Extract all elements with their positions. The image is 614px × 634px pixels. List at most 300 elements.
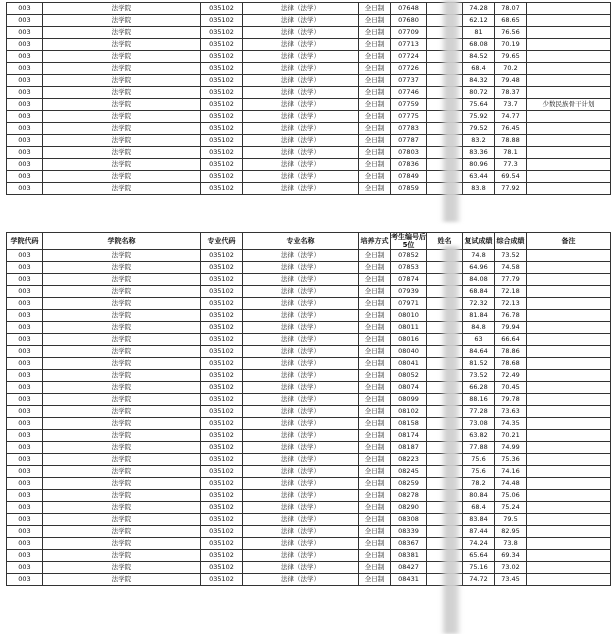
- cell-retest-score: 74.8: [463, 250, 495, 262]
- cell-major-name: 法律（法学）: [243, 111, 359, 123]
- cell-college-name: 法学院: [43, 39, 201, 51]
- cell-study-mode: 全日制: [359, 135, 391, 147]
- cell-total-score: 74.77: [495, 111, 527, 123]
- cell-remark: [527, 135, 611, 147]
- cell-total-score: 76.45: [495, 123, 527, 135]
- cell-remark: [527, 183, 611, 195]
- cell-remark: [527, 250, 611, 262]
- cell-remark: [527, 430, 611, 442]
- table-row: [7, 171, 611, 183]
- cell-major-name: 法律（法学）: [243, 75, 359, 87]
- cell-college-name: 法学院: [43, 430, 201, 442]
- cell-college-name: 法学院: [43, 550, 201, 562]
- cell-college-code: 003: [7, 406, 43, 418]
- cell-college-name: 法学院: [43, 478, 201, 490]
- cell-retest-score: 64.96: [463, 262, 495, 274]
- table-row: [7, 466, 611, 478]
- cell-college-code: 003: [7, 3, 43, 15]
- cell-college-name: 法学院: [43, 526, 201, 538]
- cell-total-score: 70.2: [495, 63, 527, 75]
- cell-college-name: 法学院: [43, 394, 201, 406]
- cell-major-code: 035102: [201, 298, 243, 310]
- cell-candidate-id: 07709: [391, 27, 427, 39]
- cell-retest-score: 87.44: [463, 526, 495, 538]
- cell-major-code: 035102: [201, 322, 243, 334]
- table-row: [7, 274, 611, 286]
- header-college-code: 学院代码: [7, 233, 43, 250]
- cell-total-score: 73.7: [495, 99, 527, 111]
- cell-retest-score: 83.36: [463, 147, 495, 159]
- cell-study-mode: 全日制: [359, 87, 391, 99]
- cell-total-score: 73.02: [495, 562, 527, 574]
- table-body-top: [7, 3, 611, 195]
- table-row: [7, 334, 611, 346]
- header-retest-score: 复试成绩: [463, 233, 495, 250]
- cell-major-name: 法律（法学）: [243, 27, 359, 39]
- cell-college-code: 003: [7, 394, 43, 406]
- cell-major-code: 035102: [201, 394, 243, 406]
- cell-major-code: 035102: [201, 3, 243, 15]
- cell-retest-score: 77.88: [463, 442, 495, 454]
- cell-retest-score: 74.72: [463, 574, 495, 586]
- cell-college-name: 法学院: [43, 135, 201, 147]
- cell-retest-score: 84.08: [463, 274, 495, 286]
- cell-major-code: 035102: [201, 358, 243, 370]
- table-row: [7, 123, 611, 135]
- header-study-mode: 培养方式: [359, 233, 391, 250]
- cell-college-name: 法学院: [43, 123, 201, 135]
- cell-candidate-id: 08011: [391, 322, 427, 334]
- cell-total-score: 73.45: [495, 574, 527, 586]
- cell-major-name: 法律（法学）: [243, 322, 359, 334]
- cell-college-code: 003: [7, 514, 43, 526]
- cell-study-mode: 全日制: [359, 346, 391, 358]
- cell-candidate-id: 08016: [391, 334, 427, 346]
- cell-remark: [527, 358, 611, 370]
- cell-major-name: 法律（法学）: [243, 382, 359, 394]
- cell-candidate-id: 07746: [391, 87, 427, 99]
- cell-retest-score: 84.52: [463, 51, 495, 63]
- cell-major-code: 035102: [201, 159, 243, 171]
- cell-total-score: 74.48: [495, 478, 527, 490]
- cell-remark: [527, 15, 611, 27]
- cell-college-name: 法学院: [43, 562, 201, 574]
- cell-major-name: 法律（法学）: [243, 358, 359, 370]
- table-row: [7, 183, 611, 195]
- cell-candidate-id: 08278: [391, 490, 427, 502]
- cell-candidate-id: 08245: [391, 466, 427, 478]
- cell-retest-score: 73.52: [463, 370, 495, 382]
- cell-study-mode: 全日制: [359, 430, 391, 442]
- cell-remark: [527, 310, 611, 322]
- cell-study-mode: 全日制: [359, 3, 391, 15]
- cell-remark: [527, 87, 611, 99]
- cell-remark: [527, 382, 611, 394]
- cell-study-mode: 全日制: [359, 478, 391, 490]
- cell-major-name: 法律（法学）: [243, 63, 359, 75]
- cell-total-score: 75.36: [495, 454, 527, 466]
- cell-college-name: 法学院: [43, 262, 201, 274]
- cell-study-mode: 全日制: [359, 298, 391, 310]
- cell-study-mode: 全日制: [359, 394, 391, 406]
- cell-college-name: 法学院: [43, 418, 201, 430]
- admission-table-bottom: [6, 232, 611, 586]
- cell-college-name: 法学院: [43, 370, 201, 382]
- cell-study-mode: 全日制: [359, 382, 391, 394]
- header-total-score: 综合成绩: [495, 233, 527, 250]
- cell-college-code: 003: [7, 574, 43, 586]
- cell-remark: [527, 111, 611, 123]
- cell-total-score: 74.35: [495, 418, 527, 430]
- cell-total-score: 77.92: [495, 183, 527, 195]
- cell-total-score: 72.18: [495, 286, 527, 298]
- table-row: [7, 262, 611, 274]
- cell-major-code: 035102: [201, 562, 243, 574]
- header-name: 姓名: [427, 233, 463, 250]
- cell-remark: [527, 394, 611, 406]
- cell-study-mode: 全日制: [359, 15, 391, 27]
- cell-college-code: 003: [7, 346, 43, 358]
- cell-college-code: 003: [7, 286, 43, 298]
- cell-candidate-id: 07939: [391, 286, 427, 298]
- cell-study-mode: 全日制: [359, 358, 391, 370]
- cell-retest-score: 68.08: [463, 39, 495, 51]
- table-row: [7, 502, 611, 514]
- cell-college-name: 法学院: [43, 51, 201, 63]
- cell-college-name: 法学院: [43, 274, 201, 286]
- cell-major-name: 法律（法学）: [243, 550, 359, 562]
- cell-college-code: 003: [7, 39, 43, 51]
- cell-college-name: 法学院: [43, 454, 201, 466]
- cell-college-code: 003: [7, 27, 43, 39]
- cell-college-name: 法学院: [43, 502, 201, 514]
- cell-total-score: 69.54: [495, 171, 527, 183]
- cell-major-name: 法律（法学）: [243, 171, 359, 183]
- cell-remark: [527, 346, 611, 358]
- cell-college-code: 003: [7, 442, 43, 454]
- cell-major-code: 035102: [201, 135, 243, 147]
- cell-major-code: 035102: [201, 39, 243, 51]
- cell-remark: [527, 574, 611, 586]
- cell-college-name: 法学院: [43, 63, 201, 75]
- cell-candidate-id: 08427: [391, 562, 427, 574]
- cell-retest-score: 83.84: [463, 514, 495, 526]
- cell-retest-score: 62.12: [463, 15, 495, 27]
- cell-major-name: 法律（法学）: [243, 147, 359, 159]
- cell-total-score: 70.21: [495, 430, 527, 442]
- cell-study-mode: 全日制: [359, 147, 391, 159]
- cell-college-code: 003: [7, 322, 43, 334]
- cell-study-mode: 全日制: [359, 159, 391, 171]
- cell-major-code: 035102: [201, 466, 243, 478]
- cell-college-code: 003: [7, 123, 43, 135]
- cell-candidate-id: 07648: [391, 3, 427, 15]
- cell-remark: [527, 286, 611, 298]
- cell-remark: [527, 502, 611, 514]
- cell-study-mode: 全日制: [359, 123, 391, 135]
- table-row: [7, 418, 611, 430]
- cell-major-code: 035102: [201, 63, 243, 75]
- cell-retest-score: 63.82: [463, 430, 495, 442]
- cell-major-code: 035102: [201, 514, 243, 526]
- cell-retest-score: 68.4: [463, 502, 495, 514]
- cell-total-score: 79.65: [495, 51, 527, 63]
- cell-remark: [527, 538, 611, 550]
- table-row: [7, 454, 611, 466]
- cell-total-score: 75.06: [495, 490, 527, 502]
- cell-study-mode: 全日制: [359, 466, 391, 478]
- cell-major-code: 035102: [201, 490, 243, 502]
- cell-retest-score: 81: [463, 27, 495, 39]
- cell-study-mode: 全日制: [359, 334, 391, 346]
- cell-college-name: 法学院: [43, 183, 201, 195]
- cell-total-score: 76.56: [495, 27, 527, 39]
- cell-college-name: 法学院: [43, 358, 201, 370]
- cell-candidate-id: 07775: [391, 111, 427, 123]
- cell-major-code: 035102: [201, 123, 243, 135]
- cell-college-name: 法学院: [43, 250, 201, 262]
- table-row: [7, 562, 611, 574]
- cell-total-score: 78.68: [495, 358, 527, 370]
- cell-candidate-id: 07849: [391, 171, 427, 183]
- cell-major-name: 法律（法学）: [243, 538, 359, 550]
- cell-total-score: 74.16: [495, 466, 527, 478]
- cell-study-mode: 全日制: [359, 574, 391, 586]
- cell-candidate-id: 07853: [391, 262, 427, 274]
- cell-college-name: 法学院: [43, 406, 201, 418]
- table-row: [7, 27, 611, 39]
- cell-major-code: 035102: [201, 171, 243, 183]
- cell-remark: [527, 39, 611, 51]
- cell-college-code: 003: [7, 75, 43, 87]
- table-row: [7, 63, 611, 75]
- cell-study-mode: 全日制: [359, 51, 391, 63]
- cell-remark: [527, 334, 611, 346]
- cell-major-code: 035102: [201, 87, 243, 99]
- cell-candidate-id: 08308: [391, 514, 427, 526]
- cell-major-code: 035102: [201, 430, 243, 442]
- header-major-name: 专业名称: [243, 233, 359, 250]
- cell-study-mode: 全日制: [359, 370, 391, 382]
- cell-study-mode: 全日制: [359, 262, 391, 274]
- cell-total-score: 69.34: [495, 550, 527, 562]
- cell-major-name: 法律（法学）: [243, 454, 359, 466]
- cell-retest-score: 63.44: [463, 171, 495, 183]
- table-row: [7, 550, 611, 562]
- cell-total-score: 66.64: [495, 334, 527, 346]
- cell-retest-score: 66.28: [463, 382, 495, 394]
- name-redaction-blur: [440, 246, 462, 634]
- cell-study-mode: 全日制: [359, 550, 391, 562]
- cell-candidate-id: 07713: [391, 39, 427, 51]
- cell-major-name: 法律（法学）: [243, 123, 359, 135]
- cell-major-name: 法律（法学）: [243, 51, 359, 63]
- cell-study-mode: 全日制: [359, 171, 391, 183]
- cell-major-code: 035102: [201, 250, 243, 262]
- cell-candidate-id: 08010: [391, 310, 427, 322]
- cell-remark: [527, 298, 611, 310]
- cell-retest-score: 88.16: [463, 394, 495, 406]
- cell-major-name: 法律（法学）: [243, 442, 359, 454]
- cell-college-name: 法学院: [43, 514, 201, 526]
- cell-remark: [527, 27, 611, 39]
- cell-major-name: 法律（法学）: [243, 574, 359, 586]
- cell-total-score: 75.24: [495, 502, 527, 514]
- table-row: [7, 87, 611, 99]
- cell-major-code: 035102: [201, 27, 243, 39]
- table-row: [7, 250, 611, 262]
- cell-major-name: 法律（法学）: [243, 430, 359, 442]
- cell-major-name: 法律（法学）: [243, 310, 359, 322]
- cell-college-code: 003: [7, 274, 43, 286]
- table-row: [7, 490, 611, 502]
- cell-college-name: 法学院: [43, 15, 201, 27]
- cell-college-code: 003: [7, 490, 43, 502]
- cell-candidate-id: 07680: [391, 15, 427, 27]
- table-body-bottom: [7, 250, 611, 586]
- cell-candidate-id: 08174: [391, 430, 427, 442]
- name-redaction-blur: [440, 0, 462, 222]
- cell-retest-score: 65.64: [463, 550, 495, 562]
- cell-college-code: 003: [7, 15, 43, 27]
- cell-candidate-id: 07874: [391, 274, 427, 286]
- cell-college-code: 003: [7, 466, 43, 478]
- cell-retest-score: 77.28: [463, 406, 495, 418]
- cell-study-mode: 全日制: [359, 562, 391, 574]
- cell-total-score: 72.49: [495, 370, 527, 382]
- cell-remark: [527, 526, 611, 538]
- cell-college-name: 法学院: [43, 75, 201, 87]
- cell-college-name: 法学院: [43, 159, 201, 171]
- cell-candidate-id: 07759: [391, 99, 427, 111]
- cell-major-name: 法律（法学）: [243, 99, 359, 111]
- cell-college-name: 法学院: [43, 466, 201, 478]
- cell-total-score: 79.5: [495, 514, 527, 526]
- cell-college-name: 法学院: [43, 298, 201, 310]
- cell-college-code: 003: [7, 562, 43, 574]
- cell-study-mode: 全日制: [359, 274, 391, 286]
- cell-major-name: 法律（法学）: [243, 406, 359, 418]
- cell-college-name: 法学院: [43, 27, 201, 39]
- cell-total-score: 70.45: [495, 382, 527, 394]
- cell-remark: [527, 454, 611, 466]
- cell-candidate-id: 07836: [391, 159, 427, 171]
- cell-major-name: 法律（法学）: [243, 286, 359, 298]
- cell-candidate-id: 07971: [391, 298, 427, 310]
- cell-major-name: 法律（法学）: [243, 262, 359, 274]
- cell-remark: [527, 562, 611, 574]
- cell-candidate-id: 07803: [391, 147, 427, 159]
- cell-candidate-id: 08102: [391, 406, 427, 418]
- cell-remark: [527, 63, 611, 75]
- cell-college-name: 法学院: [43, 111, 201, 123]
- cell-retest-score: 68.84: [463, 286, 495, 298]
- cell-total-score: 73.8: [495, 538, 527, 550]
- cell-study-mode: 全日制: [359, 310, 391, 322]
- cell-retest-score: 83.2: [463, 135, 495, 147]
- cell-remark: [527, 159, 611, 171]
- table-row: [7, 478, 611, 490]
- cell-candidate-id: 08367: [391, 538, 427, 550]
- cell-college-name: 法学院: [43, 147, 201, 159]
- cell-study-mode: 全日制: [359, 39, 391, 51]
- cell-retest-score: 75.6: [463, 454, 495, 466]
- header-remark: 备注: [527, 233, 611, 250]
- cell-total-score: 70.19: [495, 39, 527, 51]
- cell-total-score: 76.78: [495, 310, 527, 322]
- cell-college-code: 003: [7, 250, 43, 262]
- cell-total-score: 77.79: [495, 274, 527, 286]
- table-row: [7, 99, 611, 111]
- cell-major-name: 法律（法学）: [243, 466, 359, 478]
- cell-college-code: 003: [7, 454, 43, 466]
- cell-remark: [527, 51, 611, 63]
- cell-major-code: 035102: [201, 526, 243, 538]
- cell-retest-score: 68.4: [463, 63, 495, 75]
- cell-major-code: 035102: [201, 478, 243, 490]
- cell-total-score: 79.78: [495, 394, 527, 406]
- cell-candidate-id: 07852: [391, 250, 427, 262]
- cell-remark: [527, 274, 611, 286]
- cell-major-code: 035102: [201, 286, 243, 298]
- table-row: [7, 538, 611, 550]
- cell-major-code: 035102: [201, 75, 243, 87]
- cell-retest-score: 74.24: [463, 538, 495, 550]
- header-major-code: 专业代码: [201, 233, 243, 250]
- cell-major-code: 035102: [201, 99, 243, 111]
- header-college-name: 学院名称: [43, 233, 201, 250]
- cell-retest-score: 84.64: [463, 346, 495, 358]
- cell-total-score: 82.95: [495, 526, 527, 538]
- cell-major-code: 035102: [201, 147, 243, 159]
- cell-major-code: 035102: [201, 15, 243, 27]
- cell-major-name: 法律（法学）: [243, 478, 359, 490]
- cell-remark: [527, 322, 611, 334]
- cell-total-score: 68.65: [495, 15, 527, 27]
- cell-major-name: 法律（法学）: [243, 418, 359, 430]
- cell-college-code: 003: [7, 334, 43, 346]
- cell-candidate-id: 08431: [391, 574, 427, 586]
- cell-major-code: 035102: [201, 538, 243, 550]
- cell-study-mode: 全日制: [359, 490, 391, 502]
- cell-major-code: 035102: [201, 574, 243, 586]
- cell-major-code: 035102: [201, 346, 243, 358]
- table-row: [7, 526, 611, 538]
- cell-major-code: 035102: [201, 334, 243, 346]
- cell-college-code: 003: [7, 63, 43, 75]
- table-row: [7, 3, 611, 15]
- table-row: [7, 382, 611, 394]
- header-candidate-id: 考生编号后5位: [391, 233, 426, 249]
- cell-retest-score: 78.2: [463, 478, 495, 490]
- cell-college-code: 003: [7, 87, 43, 99]
- cell-college-name: 法学院: [43, 310, 201, 322]
- table-row: [7, 147, 611, 159]
- cell-major-name: 法律（法学）: [243, 490, 359, 502]
- cell-retest-score: 75.64: [463, 99, 495, 111]
- cell-study-mode: 全日制: [359, 63, 391, 75]
- cell-remark: 少数民族骨干计划: [527, 99, 611, 111]
- cell-college-code: 003: [7, 370, 43, 382]
- table-row: [7, 574, 611, 586]
- cell-college-code: 003: [7, 526, 43, 538]
- cell-college-code: 003: [7, 147, 43, 159]
- cell-total-score: 79.94: [495, 322, 527, 334]
- cell-retest-score: 79.52: [463, 123, 495, 135]
- cell-major-code: 035102: [201, 274, 243, 286]
- cell-candidate-id: 08052: [391, 370, 427, 382]
- table-row: [7, 51, 611, 63]
